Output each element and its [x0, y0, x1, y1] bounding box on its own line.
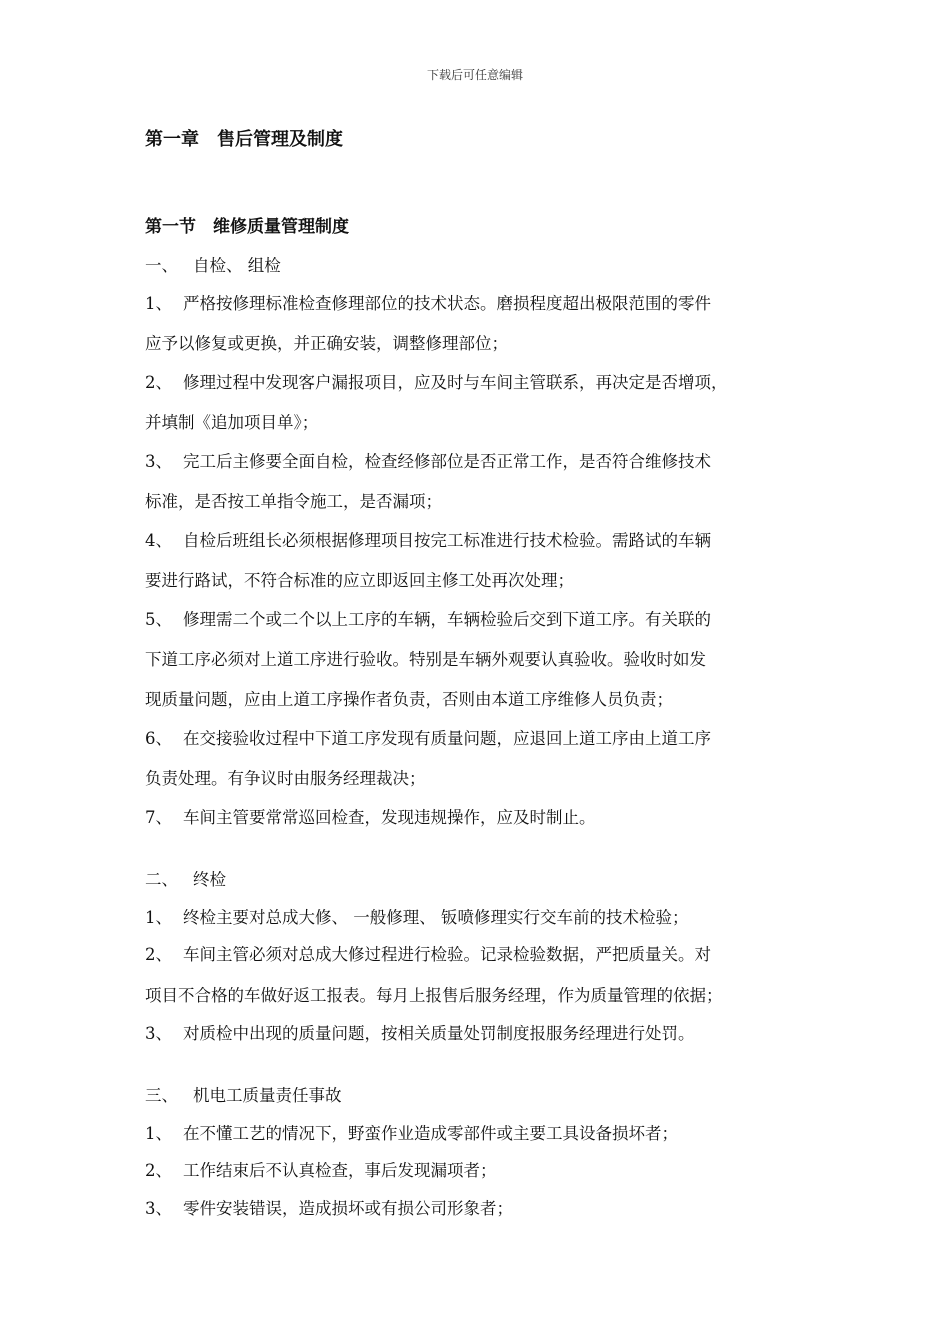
- chapter-title: 第一章 售后管理及制度: [145, 129, 343, 150]
- list-item: 1、 严格按修理标准检查修理部位的技术状态。磨损程度超出极限范围的零件: [145, 294, 711, 313]
- list-item: 3、 零件安装错误，造成损坏或有损公司形象者；: [145, 1199, 513, 1218]
- part3-heading: [145, 1082, 342, 1106]
- list-item: 4、 自检后班组长必须根据修理项目按完工标准进行技术检验。需路试的车辆: [145, 531, 711, 550]
- list-item: 5、 修理需二个或二个以上工序的车辆，车辆检验后交到下道工序。有关联的: [145, 610, 711, 629]
- page-header: 下载后可任意编辑: [426, 68, 523, 82]
- part1-heading: [145, 252, 281, 276]
- list-item: 1、 终检主要对总成大修、 一般修理、 钣喷修理实行交车前的技术检验；: [145, 908, 689, 927]
- part2-heading-num: 二、: [145, 870, 178, 889]
- list-item: 3、 完工后主修要全面自检，检查经修部位是否正常工作，是否符合维修技术: [145, 452, 711, 471]
- part3-heading-num: 三、: [145, 1086, 178, 1105]
- part2-heading: [145, 866, 226, 890]
- list-item: 1、 在不懂工艺的情况下，野蛮作业造成零部件或主要工具设备损坏者；: [145, 1124, 678, 1143]
- list-item: 负责处理。有争议时由服务经理裁决；: [145, 769, 426, 788]
- list-item: 2、 工作结束后不认真检查，事后发现漏项者；: [145, 1161, 497, 1180]
- list-item: 项目不合格的车做好返工报表。每月上报售后服务经理，作为质量管理的依据；: [145, 986, 723, 1005]
- list-item: 标准，是否按工单指令施工，是否漏项；: [145, 492, 442, 511]
- part3-heading-text: 机电工质量责任事故: [193, 1086, 342, 1105]
- list-item: 下道工序必须对上道工序进行验收。特别是车辆外观要认真验收。验收时如发: [145, 650, 706, 669]
- list-item: 6、 在交接验收过程中下道工序发现有质量问题，应退回上道工序由上道工序: [145, 729, 711, 748]
- list-item: 现质量问题，应由上道工序操作者负责，否则由本道工序维修人员负责；: [145, 690, 673, 709]
- list-item: 3、 对质检中出现的质量问题，按相关质量处罚制度报服务经理进行处罚。: [145, 1024, 695, 1043]
- list-item: 7、 车间主管要常常巡回检查，发现违规操作，应及时制止。: [145, 808, 596, 827]
- list-item: 2、 修理过程中发现客户漏报项目，应及时与车间主管联系，再决定是否增项，: [145, 373, 728, 392]
- part2-heading-text: 终检: [193, 870, 226, 889]
- part1-heading-num: 一、: [145, 256, 178, 275]
- list-item: 应予以修复或更换，并正确安装，调整修理部位；: [145, 334, 508, 353]
- part1-heading-text: 自检、 组检: [193, 256, 281, 275]
- list-item: 并填制《追加项目单》；: [145, 413, 319, 432]
- section-title: 第一节 维修质量管理制度: [145, 217, 349, 237]
- list-item: 2、 车间主管必须对总成大修过程进行检验。记录检验数据，严把质量关。对: [145, 945, 711, 964]
- list-item: 要进行路试，不符合标准的应立即返回主修工处再次处理；: [145, 571, 574, 590]
